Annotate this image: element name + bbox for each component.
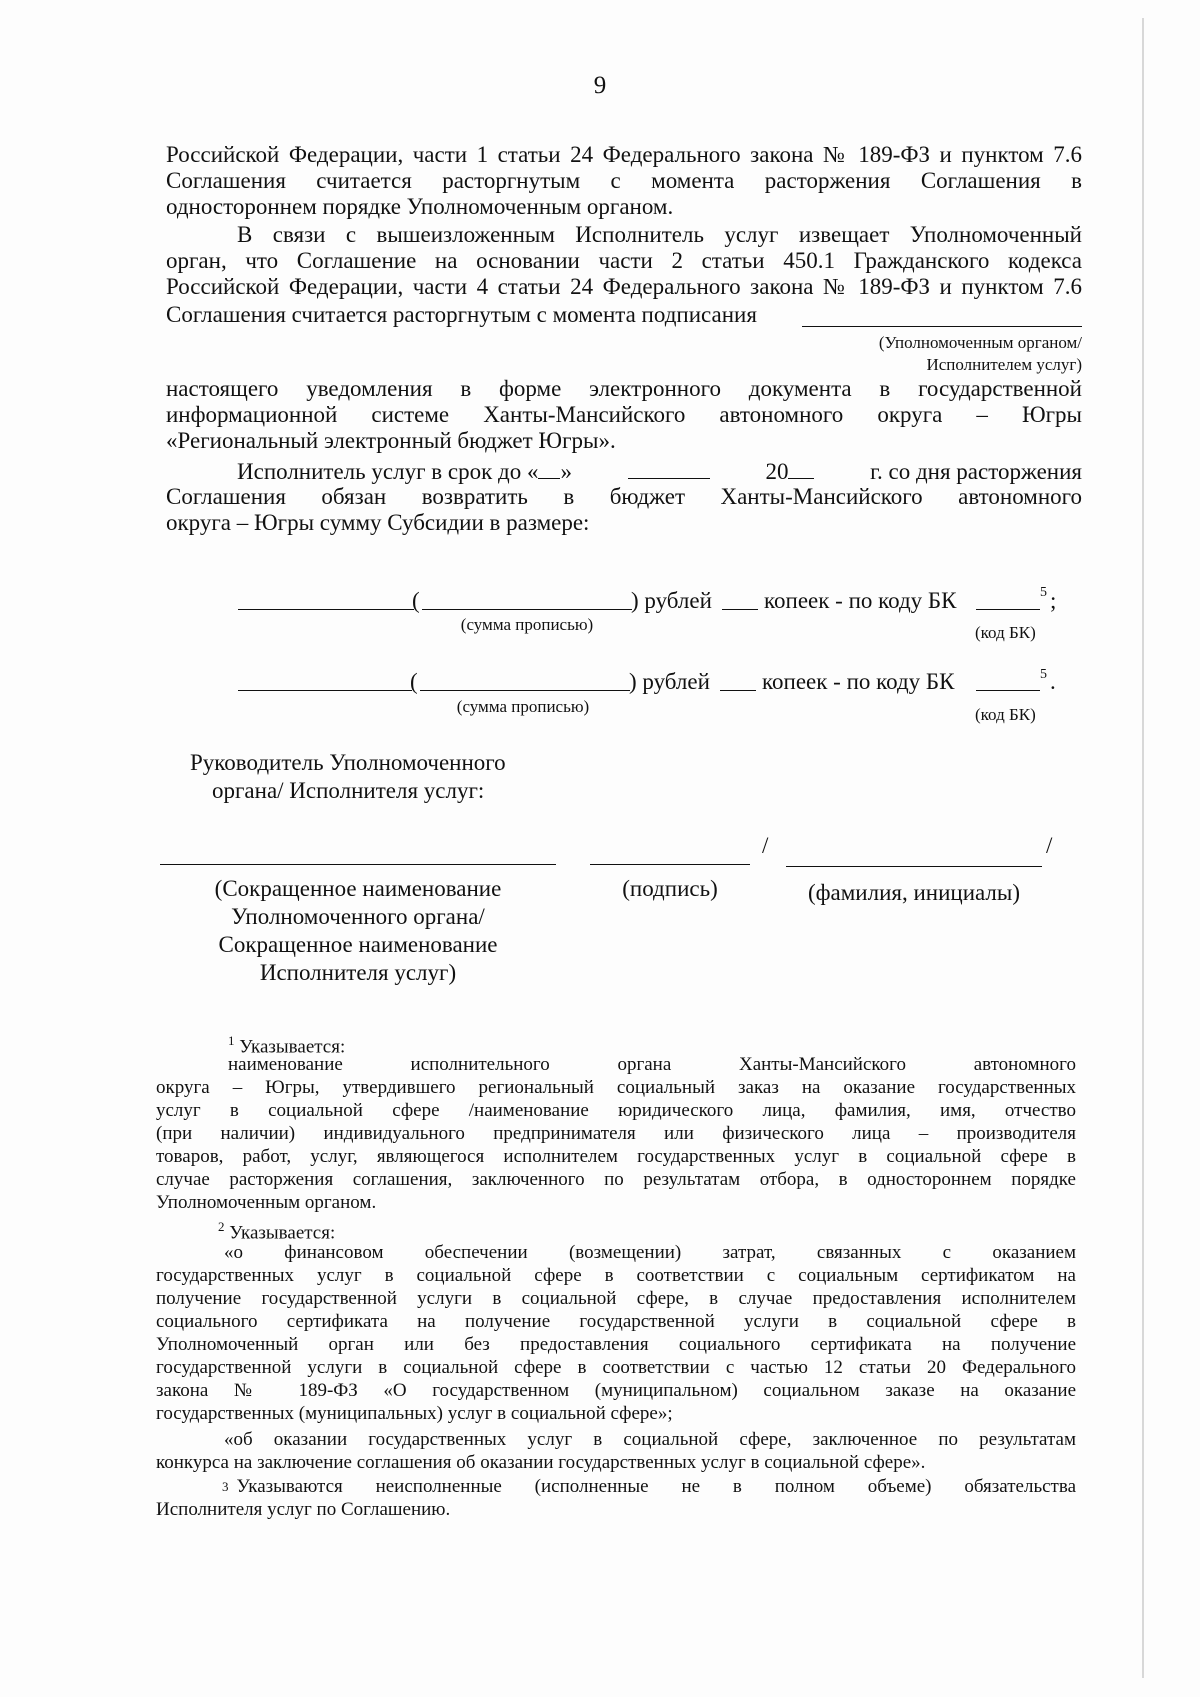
kopeks-blank: [722, 609, 758, 610]
month-blank: [628, 458, 710, 479]
signature-heading: Руководитель Уполномоченного: [190, 750, 506, 775]
page-number: 9: [593, 72, 607, 99]
paragraph-line: орган, что Соглашение на основании части 2 статьи 450.1 Гражданского кодекса: [166, 248, 1082, 273]
paren-open: (: [410, 669, 418, 694]
kopeks-label: копеек - по коду БК: [764, 588, 957, 613]
full-name-line: [786, 866, 1042, 867]
year-blank: [788, 458, 814, 479]
bk-code-blank: [976, 690, 1040, 691]
kopeks-label: копеек - по коду БК: [762, 669, 955, 694]
footnote-2-title: [218, 1216, 335, 1244]
footnote-line: округа – Югры, утвердившего региональный социальный заказ на оказание государственных: [156, 1077, 1076, 1098]
paren-open: (: [412, 588, 420, 613]
paragraph-line: «Региональный электронный бюджет Югры».: [166, 428, 616, 453]
paragraph-line: Соглашения обязан возвратить в бюджет Ханты-Мансийского автономного: [166, 484, 1082, 509]
footnote-3-line: [222, 1476, 1076, 1498]
paragraph-line: Соглашения считается расторгнутым с момента подписания: [166, 302, 757, 327]
amount-blank: [238, 690, 412, 691]
scan-edge-line: [1142, 18, 1144, 1678]
sum-words-hint: (сумма прописью): [460, 615, 594, 634]
footnote-mark: 5: [1040, 585, 1047, 600]
paragraph-line: Российской Федерации, части 4 статьи 24 Федерального закона № 189-ФЗ и пунктом 7.6: [166, 274, 1082, 299]
paragraph-line: Соглашения считается расторгнутым с момента расторжения Соглашения в: [166, 168, 1082, 193]
year-group: [765, 458, 814, 484]
org-name-caption: Уполномоченного органа/: [231, 904, 485, 929]
footnote-line: товаров, работ, услуг, являющегося исполнителем государственных услуг в социальной сфере в: [156, 1146, 1076, 1167]
footnote-line: Исполнителя услуг по Соглашению.: [156, 1499, 451, 1520]
slash-separator: /: [762, 833, 769, 858]
bk-code-hint: (код БК): [975, 705, 1036, 724]
signature-heading: органа/ Исполнителя услуг:: [212, 778, 485, 803]
sum-words-blank: [422, 609, 632, 610]
signer-hint: Исполнителем услуг): [926, 355, 1082, 374]
footnote-marker: 3: [222, 1479, 229, 1494]
bk-code-blank: [976, 609, 1040, 610]
slash-separator: /: [1046, 833, 1053, 858]
sum-words-blank: [420, 690, 630, 691]
footnote-mark: 5: [1040, 667, 1047, 682]
footnote-line: Уполномоченным органом.: [156, 1192, 377, 1213]
footnote-line: (при наличии) индивидуального предпринимателя или физического лица – производителя: [156, 1123, 1076, 1144]
footnote-line: Уполномоченный орган или без предоставления социального сертификата на получение: [156, 1334, 1076, 1355]
footnote-title-text: Указывается:: [229, 1222, 336, 1244]
deadline-text: [237, 458, 572, 484]
full-name-caption: (фамилия, инициалы): [807, 880, 1021, 905]
footnote-line: наименование исполнительного органа Ханты-Мансийского автономного: [228, 1054, 1076, 1075]
footnote-line: услуг в социальной сфере /наименование юридического лица, фамилия, имя, отчество: [156, 1100, 1076, 1121]
footnote-line: «о финансовом обеспечении (возмещении) затрат, связанных с оказанием: [224, 1242, 1076, 1263]
org-name-line: [160, 864, 556, 865]
paragraph-line: Российской Федерации, части 1 статьи 24 Федерального закона № 189-ФЗ и пунктом 7.6: [166, 142, 1082, 167]
footnote-line: случае расторжения соглашения, заключенного по результатам отбора, в одностороннем порядке: [156, 1169, 1076, 1190]
row-end: ;: [1050, 588, 1057, 613]
sum-words-hint: (сумма прописью): [456, 697, 590, 716]
kopeks-blank: [720, 690, 756, 691]
year-prefix: 20: [765, 459, 789, 484]
footnote-marker: 2: [218, 1219, 225, 1234]
signer-blank-line: [802, 326, 1082, 327]
deadline-quote: »: [560, 459, 572, 484]
rubles-label: ) рублей: [629, 669, 710, 694]
deadline-line: [237, 458, 1082, 484]
footnote-marker: 1: [228, 1033, 235, 1048]
org-name-caption: Сокращенное наименование: [218, 932, 498, 957]
paragraph-line: одностороннем порядке Уполномоченным органом.: [166, 194, 674, 219]
signature-caption: (подпись): [622, 876, 718, 901]
paragraph-line: В связи с вышеизложенным Исполнитель услуг извещает Уполномоченный: [237, 222, 1082, 247]
paragraph-line: округа – Югры сумму Субсидии в размере:: [166, 510, 590, 535]
org-name-caption: Исполнителя услуг): [259, 960, 457, 985]
rubles-label: ) рублей: [631, 588, 712, 613]
amount-blank: [238, 609, 414, 610]
deadline-suffix: г. со дня расторжения: [870, 459, 1082, 484]
signer-hint: (Уполномоченным органом/: [878, 333, 1082, 352]
paragraph-line: настоящего уведомления в форме электронного документа в государственной: [166, 376, 1082, 401]
footnote-line: государственных (муниципальных) услуг в социальной сфере»;: [156, 1403, 673, 1424]
signature-line: [590, 864, 750, 865]
bk-code-hint: (код БК): [975, 623, 1036, 642]
footnote-line: конкурса на заключение соглашения об оказании государственных услуг в социальной сфере».: [156, 1452, 926, 1473]
footnote-title-text: Указывается:: [239, 1036, 346, 1058]
row-end: .: [1050, 669, 1056, 694]
footnote-line: Указываются неисполненные (исполненные не в полном объеме) обязательства: [236, 1476, 1076, 1497]
day-blank: [538, 458, 560, 479]
footnote-line: государственной услуги в социальной сфере в соответствии с частью 12 статьи 20 Федерального: [156, 1357, 1076, 1378]
deadline-prefix: Исполнитель услуг в срок до «: [237, 459, 539, 484]
footnote-line: закона № 189-ФЗ «О государственном (муниципальном) социальном заказе на оказание: [156, 1380, 1076, 1401]
paragraph-line: информационной системе Ханты-Мансийского автономного округа – Югры: [166, 402, 1082, 427]
footnote-line: «об оказании государственных услуг в социальной сфере, заключенное по результатам: [224, 1429, 1076, 1450]
footnote-line: государственных услуг в социальной сфере в соответствии с социальным сертификатом на: [156, 1265, 1076, 1286]
footnote-line: социального сертификата на получение государственной услуги в социальной сфере в: [156, 1311, 1076, 1332]
org-name-caption: (Сокращенное наименование: [214, 876, 502, 901]
footnote-line: получение государственной услуги в социальной сфере, в случае предоставления исполнителем: [156, 1288, 1076, 1309]
